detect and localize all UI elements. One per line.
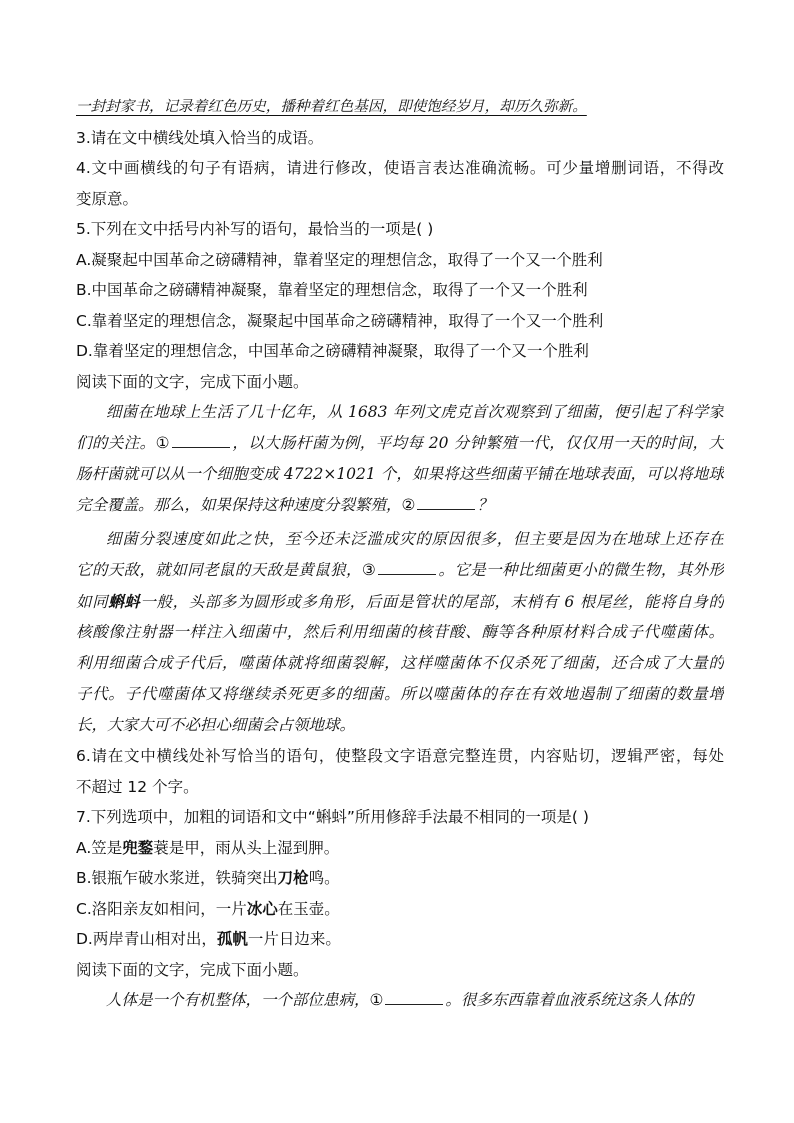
passage-2-line-1: 细菌分裂速度如此之快，至今还未泛滥成灾的原因很多，但主要是因为在地球上还存在	[106, 530, 724, 548]
passage-2-line-5: 利用细菌合成子代后，噬菌体就将细菌裂解，这样噬菌体不仅杀死了细菌，还合成了大量的	[76, 654, 724, 672]
fill-blank-2[interactable]	[417, 494, 475, 510]
question-6-line-2: 不超过 12 个字。	[76, 777, 199, 796]
question-3: 3.请在文中横线处填入恰当的成语。	[76, 128, 324, 147]
passage-2-line-6: 子代。子代噬菌体又将继续杀死更多的细菌。所以噬菌体的存在有效地遏制了细菌的数量增	[76, 685, 724, 703]
question-7-option-c: C.洛阳亲友如相问，一片冰心在玉壶。	[76, 899, 340, 918]
passage-2-line-7: 长，大家大可不必担心细菌会占领地球。	[76, 716, 356, 734]
passage-2-line-4: 核酸像注射器一样注入细菌中，然后利用细菌的核苷酸、酶等各种原材料合成子代噬菌体。	[76, 623, 724, 641]
question-4-line-2: 变原意。	[76, 189, 139, 208]
fill-blank-1[interactable]	[172, 432, 230, 448]
document-content	[76, 92, 724, 1016]
question-5-option-d: D.靠着坚定的理想信念，中国革命之磅礴精神凝聚，取得了一个又一个胜利	[76, 342, 589, 360]
passage-3-line-1: 人体是一个有机整体，一个部位患病，① 。很多东西靠着血液系统这条人体的	[106, 991, 694, 1009]
passage-1-line-1: 细菌在地球上生活了几十亿年，从 1683 年列文虎克首次观察到了细菌，便引起了科学家	[106, 403, 724, 421]
passage-1-line-3: 肠杆菌就可以从一个细胞变成 4722×1021 个，如果将这些细菌平铺在地球表面，可以将地球	[76, 465, 724, 483]
fill-blank-3[interactable]	[378, 559, 436, 575]
question-5: 5.下列在文中括号内补写的语句，最恰当的一项是( )	[76, 220, 434, 238]
blank-marker-1: ①	[155, 434, 170, 452]
passage-2-line-3: 如同蝌蚪一般，头部多为圆形或多角形，后面是管状的尾部，末梢有 6 根尾丝，能将自身的	[76, 592, 724, 611]
question-7-option-b: B.银瓶乍破水浆迸，铁骑突出刀枪鸣。	[76, 869, 340, 887]
question-7-option-a: A.笠是兜鍪蓑是甲，雨从头上湿到胛。	[76, 838, 340, 857]
reading-instruction-1: 阅读下面的文字，完成下面小题。	[76, 372, 309, 391]
question-7: 7.下列选项中，加粗的词语和文中“蝌蚪”所用修辞手法最不相同的一项是( )	[76, 808, 589, 826]
fill-blank-4[interactable]	[385, 989, 443, 1005]
blank-marker-2: ②	[401, 496, 416, 514]
passage-2-line-2: 它的天敌，就如同老鼠的天敌是黄鼠狼，③ 。它是一种比细菌更小的微生物，其外形	[76, 561, 724, 579]
question-5-option-b: B.中国革命之磅礴精神凝聚，靠着坚定的理想信念，取得了一个又一个胜利	[76, 281, 588, 299]
passage-1-line-2: 们的关注。① ，以大肠杆菌为例，平均每 20 分钟繁殖一代，仅仅用一天的时间，大	[76, 434, 724, 452]
blank-marker-4: ①	[369, 991, 384, 1009]
passage-1-line-4: 完全覆盖。那么，如果保持这种速度分裂繁殖，② ？	[76, 496, 493, 514]
question-5-option-a: A.凝聚起中国革命之磅礴精神，靠着坚定的理想信念，取得了一个又一个胜利	[76, 250, 603, 269]
question-7-option-d: D.两岸青山相对出，孤帆一片日边来。	[76, 930, 341, 948]
question-5-option-c: C.靠着坚定的理想信念，凝聚起中国革命之磅礴精神，取得了一个又一个胜利	[76, 311, 604, 330]
question-6-line-1: 6.请在文中横线处补写恰当的语句，使整段文字语意完整连贯，内容贴切，逻辑严密，每处	[76, 747, 724, 765]
blank-marker-3: ③	[361, 561, 377, 579]
underlined-sentence: 一封封家书，记录着红色历史，播种着红色基因，即使饱经岁月，却历久弥新。	[76, 98, 587, 115]
question-4-line-1: 4.文中画横线的句子有语病，请进行修改，使语言表达准确流畅。可少量增删词语，不得改	[76, 159, 724, 177]
reading-instruction-2: 阅读下面的文字，完成下面小题。	[76, 960, 309, 979]
passage-body	[76, 985, 724, 1016]
bold-word-tadpole: 蝌蚪	[108, 592, 141, 611]
passage-bacteria	[76, 397, 724, 741]
